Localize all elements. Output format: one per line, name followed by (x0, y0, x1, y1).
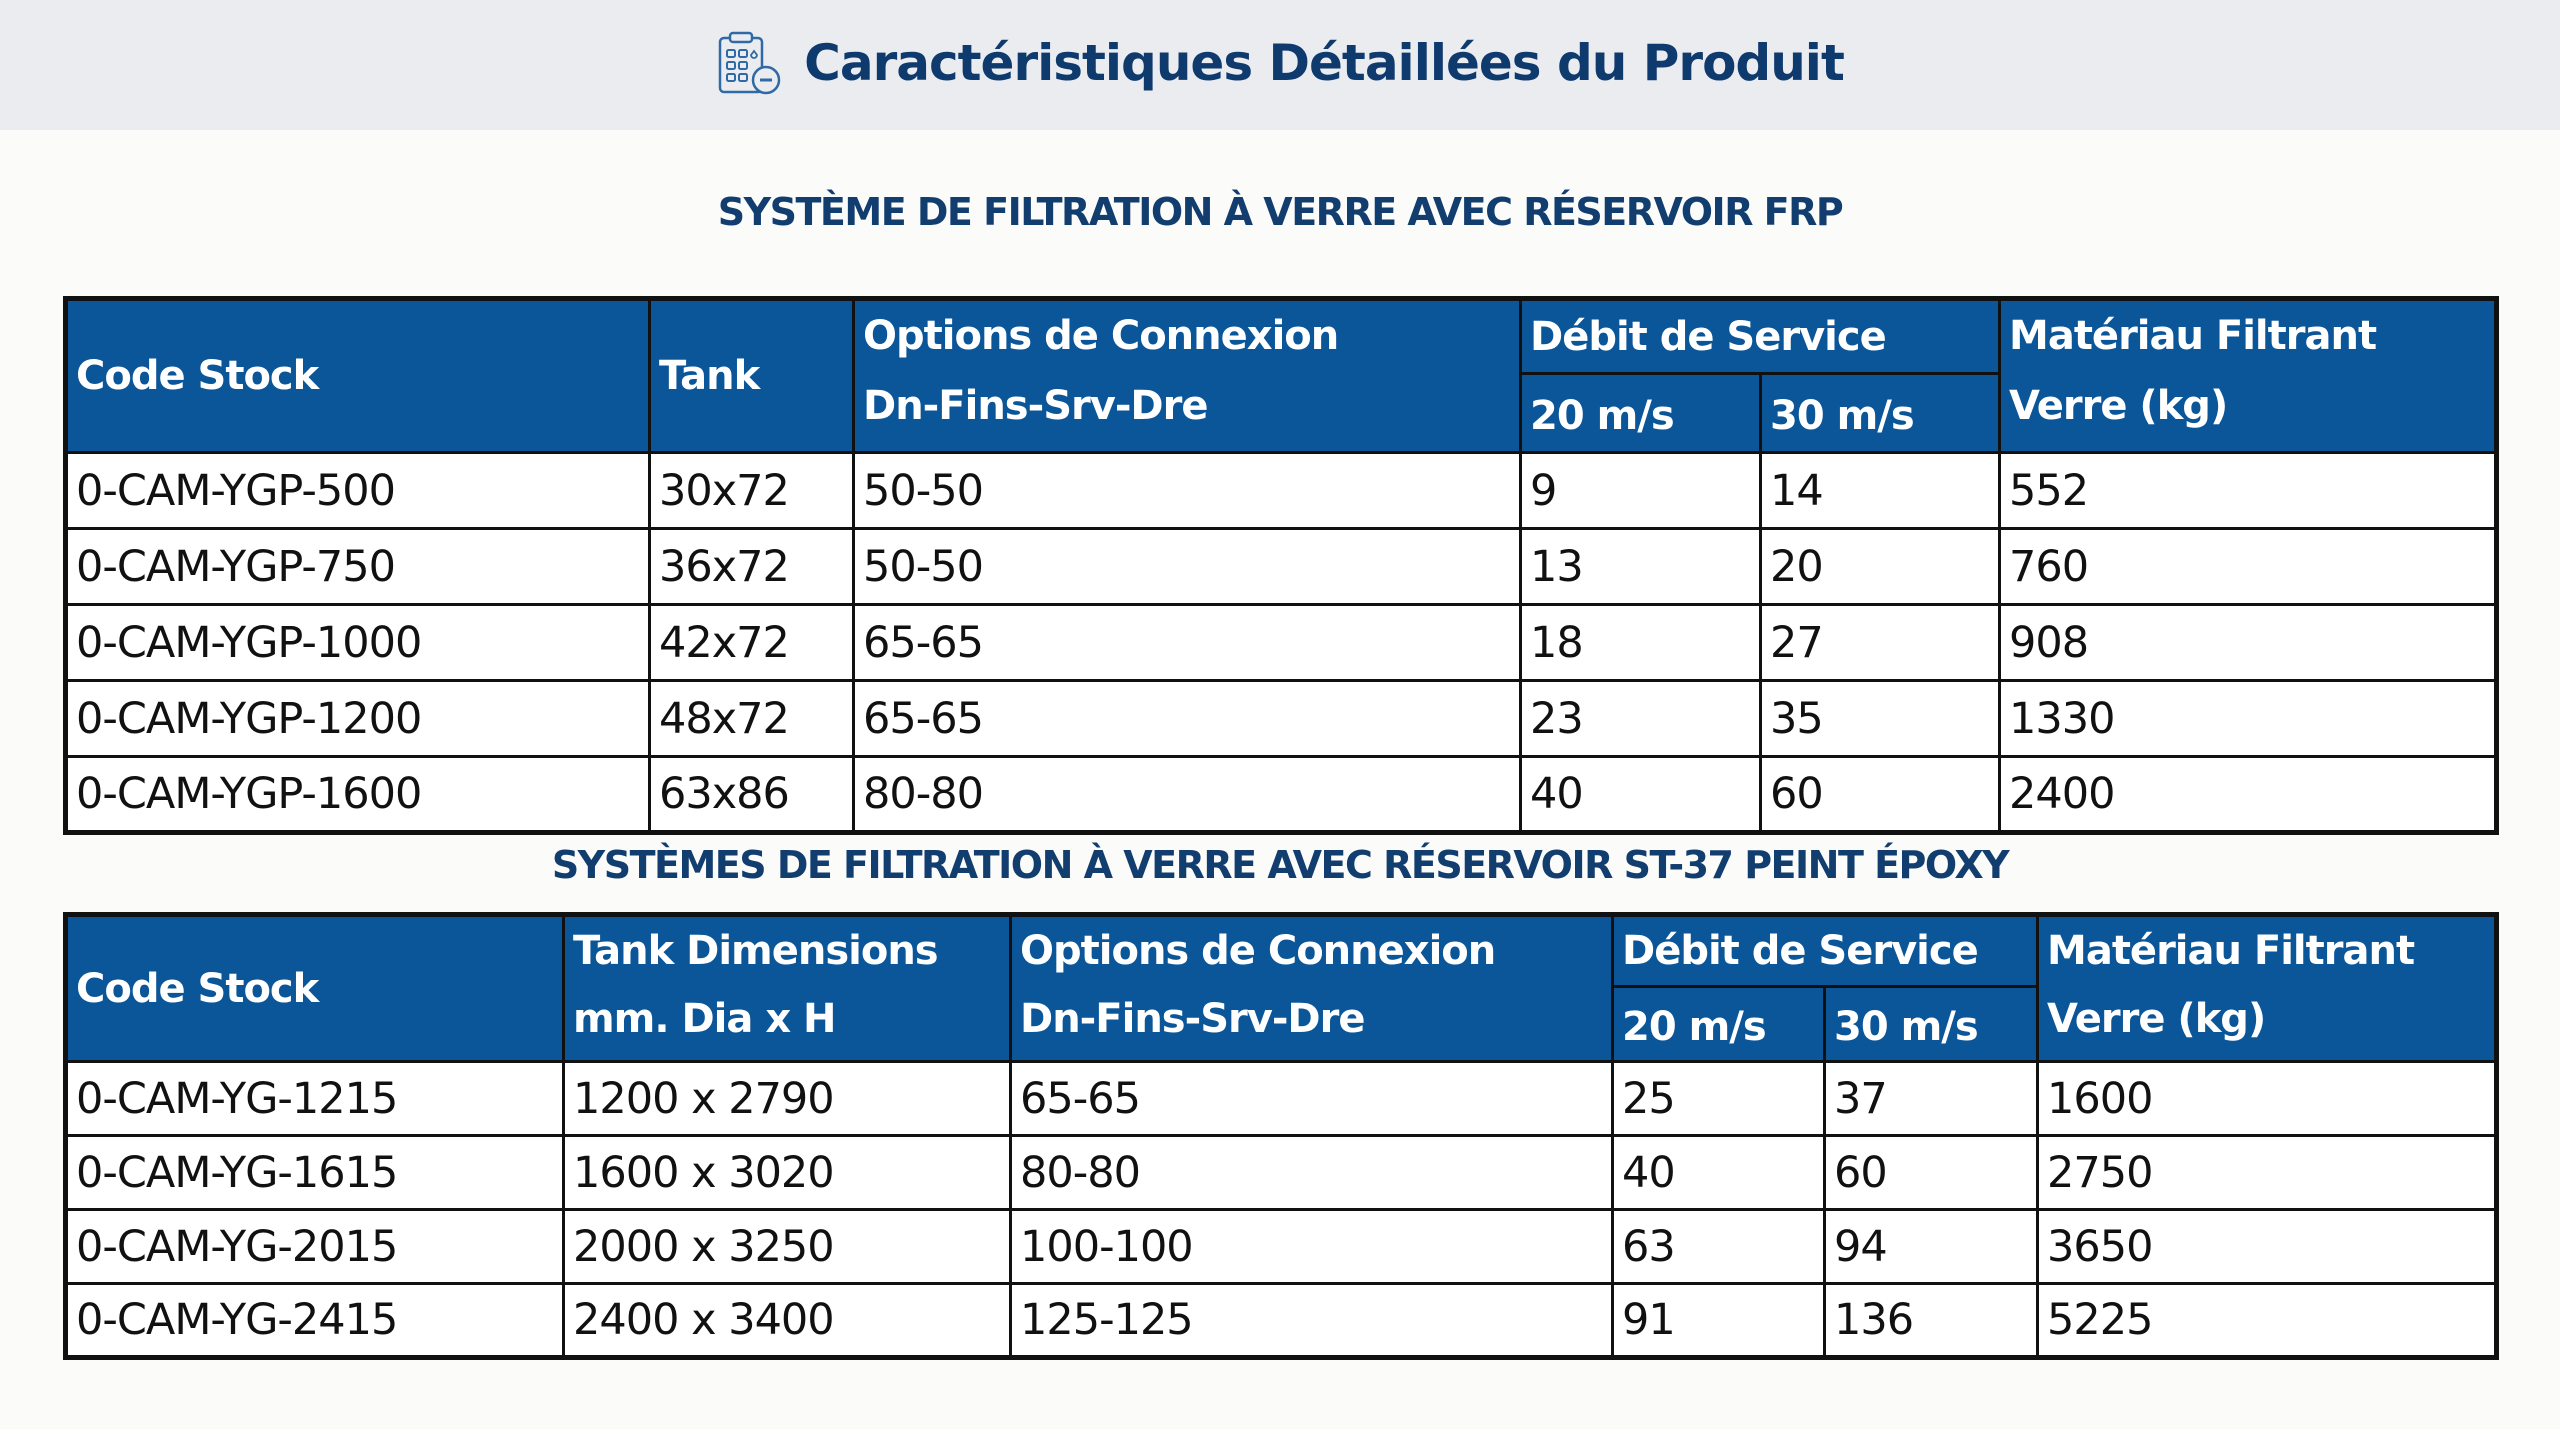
cell-media: 1600 (2038, 1062, 2497, 1136)
cell-debit-30: 27 (1761, 605, 2000, 681)
col-header-tank: Tank (650, 299, 854, 453)
cell-media: 1330 (2000, 681, 2497, 757)
col-header-media-line2: Verre (kg) (2009, 383, 2228, 429)
cell-debit-20: 18 (1521, 605, 1761, 681)
cell-tank: 36x72 (650, 529, 854, 605)
cell-media: 908 (2000, 605, 2497, 681)
cell-debit-20: 40 (1613, 1136, 1825, 1210)
clipboard-calculator-icon (716, 30, 782, 96)
col-header-connection-line1: Options de Connexion (863, 313, 1339, 359)
col-header-debit-20: 20 m/s (1521, 374, 1761, 453)
cell-debit-30: 35 (1761, 681, 2000, 757)
cell-code: 0-CAM-YG-1615 (66, 1136, 564, 1210)
cell-code: 0-CAM-YGP-500 (66, 453, 650, 529)
table-row (66, 681, 2497, 757)
cell-code: 0-CAM-YGP-750 (66, 529, 650, 605)
cell-debit-20: 13 (1521, 529, 1761, 605)
cell-debit-30: 136 (1825, 1284, 2038, 1358)
cell-tank: 1600 x 3020 (564, 1136, 1011, 1210)
cell-connection: 50-50 (854, 529, 1521, 605)
cell-media: 2400 (2000, 757, 2497, 833)
table-row (66, 1136, 2497, 1210)
cell-tank: 2000 x 3250 (564, 1210, 1011, 1284)
page-title: Caractéristiques Détaillées du Produit (804, 34, 1844, 92)
col-header-connection-line2: Dn-Fins-Srv-Dre (863, 383, 1208, 429)
cell-connection: 80-80 (854, 757, 1521, 833)
cell-debit-20: 40 (1521, 757, 1761, 833)
cell-connection: 125-125 (1011, 1284, 1613, 1358)
cell-debit-30: 37 (1825, 1062, 2038, 1136)
cell-debit-20: 63 (1613, 1210, 1825, 1284)
page-header (0, 0, 2560, 126)
cell-connection: 100-100 (1011, 1210, 1613, 1284)
cell-media: 760 (2000, 529, 2497, 605)
col-header-connection-line2: Dn-Fins-Srv-Dre (1020, 996, 1365, 1042)
cell-code: 0-CAM-YG-1215 (66, 1062, 564, 1136)
col-header-tank-line2: mm. Dia x H (573, 996, 836, 1042)
cell-tank: 48x72 (650, 681, 854, 757)
cell-media: 5225 (2038, 1284, 2497, 1358)
cell-debit-20: 23 (1521, 681, 1761, 757)
cell-debit-30: 14 (1761, 453, 2000, 529)
section-title-st37: SYSTÈMES DE FILTRATION À VERRE AVEC RÉSERVOIR ST-37 PEINT ÉPOXY (551, 843, 2009, 887)
col-header-code: Code Stock (66, 299, 650, 453)
col-header-debit: Débit de Service (1521, 299, 2000, 374)
spec-table-frp (63, 296, 2499, 835)
cell-connection: 65-65 (854, 681, 1521, 757)
cell-debit-20: 25 (1613, 1062, 1825, 1136)
table-row (66, 453, 2497, 529)
spec-table-st37 (63, 912, 2499, 1360)
col-header-tank-line1: Tank Dimensions (573, 928, 938, 974)
cell-code: 0-CAM-YG-2015 (66, 1210, 564, 1284)
cell-code: 0-CAM-YG-2415 (66, 1284, 564, 1358)
col-header-media-line2: Verre (kg) (2047, 996, 2266, 1042)
col-header-connection (854, 299, 1521, 453)
cell-tank: 63x86 (650, 757, 854, 833)
cell-media: 552 (2000, 453, 2497, 529)
col-header-media (2000, 299, 2497, 453)
col-header-connection (1011, 915, 1613, 1062)
cell-debit-30: 60 (1761, 757, 2000, 833)
cell-connection: 80-80 (1011, 1136, 1613, 1210)
cell-code: 0-CAM-YGP-1600 (66, 757, 650, 833)
col-header-debit-30: 30 m/s (1825, 987, 2038, 1062)
col-header-media (2038, 915, 2497, 1062)
cell-tank: 2400 x 3400 (564, 1284, 1011, 1358)
cell-code: 0-CAM-YGP-1200 (66, 681, 650, 757)
cell-debit-20: 9 (1521, 453, 1761, 529)
section-title-frp: SYSTÈME DE FILTRATION À VERRE AVEC RÉSERVOIR FRP (717, 190, 1843, 234)
col-header-tank-dimensions (564, 915, 1011, 1062)
cell-connection: 65-65 (1011, 1062, 1613, 1136)
col-header-code: Code Stock (66, 915, 564, 1062)
cell-media: 2750 (2038, 1136, 2497, 1210)
table-row (66, 757, 2497, 833)
col-header-connection-line1: Options de Connexion (1020, 928, 1496, 974)
col-header-debit-30: 30 m/s (1761, 374, 2000, 453)
cell-debit-30: 20 (1761, 529, 2000, 605)
cell-tank: 30x72 (650, 453, 854, 529)
cell-tank: 42x72 (650, 605, 854, 681)
col-header-debit-20: 20 m/s (1613, 987, 1825, 1062)
col-header-media-line1: Matériau Filtrant (2047, 928, 2415, 974)
cell-debit-30: 60 (1825, 1136, 2038, 1210)
cell-connection: 65-65 (854, 605, 1521, 681)
cell-code: 0-CAM-YGP-1000 (66, 605, 650, 681)
cell-tank: 1200 x 2790 (564, 1062, 1011, 1136)
table-row (66, 1210, 2497, 1284)
table-row (66, 1284, 2497, 1358)
table-row (66, 529, 2497, 605)
cell-media: 3650 (2038, 1210, 2497, 1284)
cell-connection: 50-50 (854, 453, 1521, 529)
col-header-media-line1: Matériau Filtrant (2009, 313, 2377, 359)
table-row (66, 605, 2497, 681)
cell-debit-30: 94 (1825, 1210, 2038, 1284)
cell-debit-20: 91 (1613, 1284, 1825, 1358)
table-row (66, 1062, 2497, 1136)
col-header-debit: Débit de Service (1613, 915, 2038, 987)
